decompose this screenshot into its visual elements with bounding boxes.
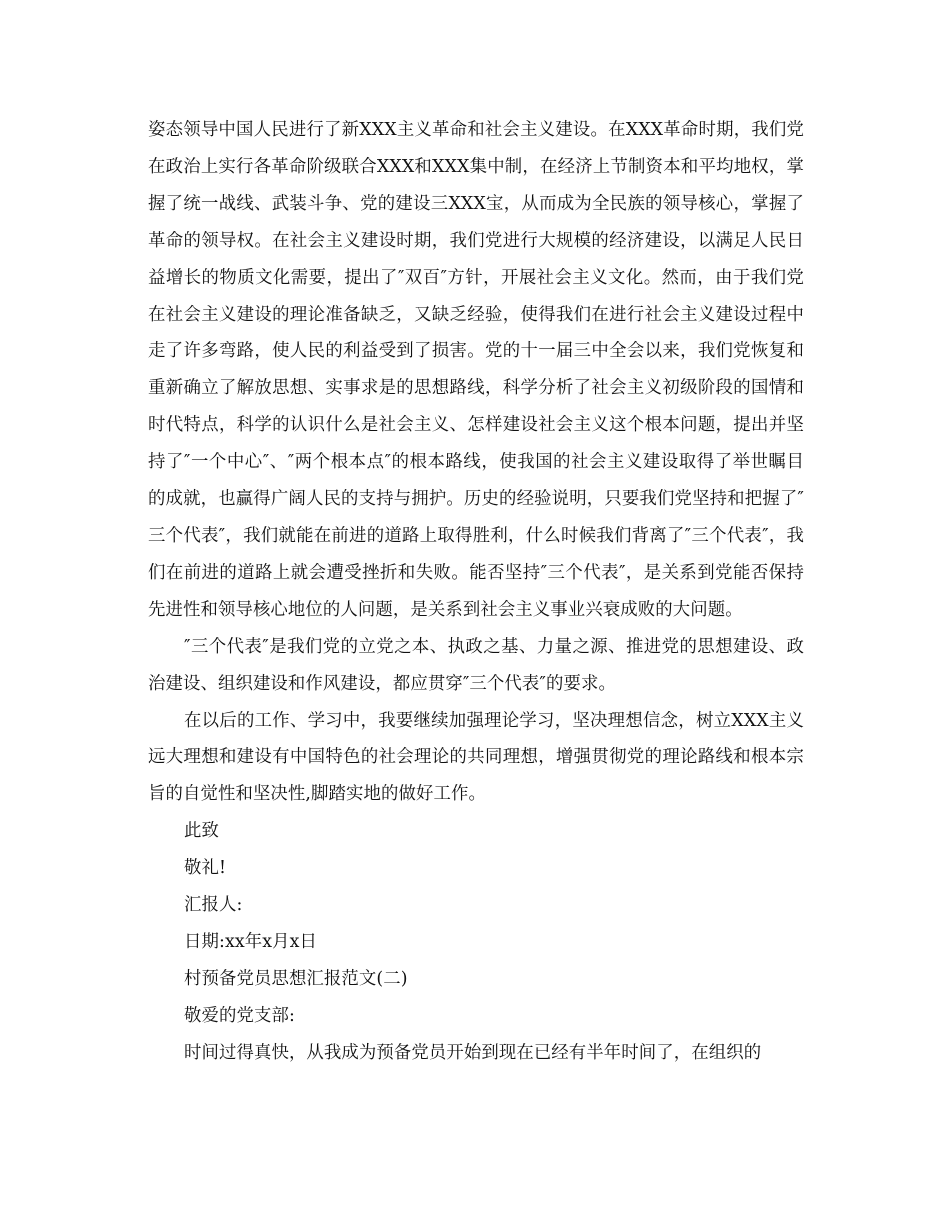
paragraph-future-work: 在以后的工作、学习中，我要继续加强理论学习，坚决理想信念，树立XXX主义远大理想和建设有中国特色的社会理论的共同理想，增强贯彻党的理论路线和根本宗旨的自觉性和坚决性,脚踏实地的做好工作。 <box>148 710 804 805</box>
salute-line: 敬礼! <box>184 858 227 879</box>
paragraph-three-represents: ″三个代表″是我们党的立党之本、执政之基、力量之源、推进党的思想建设、政治建设、组织建设和作风建设，都应贯穿″三个代表″的要求。 <box>148 636 804 694</box>
paragraph-history: 姿态领导中国人民进行了新XXX主义革命和社会主义建设。在XXX革命时期，我们党在政治上实行各革命阶级联合XXX和XXX集中制，在经济上节制资本和平均地权，掌握了统一战线、武装斗争、党的建设三XXX宝，从而成为全民族的领导核心，掌握了革命的领导权。在社会主义建设时期，我们党进行大规模的经济建设，以满足人民日益增长的物质文化需要，提出了″双百″方针，开展社会主义文化。然而，由于我们党在社会主义建设的理论准备缺乏，又缺乏经验，使得我们在进行社会主义建设过程中走了许多弯路，使人民的利益受到了损害。党的十一届三中全会以来，我们党恢复和重新确立了解放思想、实事求是的思想路线，科学分析了社会主义初级阶段的国情和时代特点，科学的认识什么是社会主义、怎样建设社会主义这个根本问题，提出并坚持了″一个中心″、″两个根本点″的根本路线，使我国的社会主义建设取得了举世瞩目的成就，也赢得广阔人民的支持与拥护。历史的经验说明，只要我们党坚持和把握了″三个代表″，我们就能在前进的道路上取得胜利，什么时候我们背离了″三个代表″，我们在前进的道路上就会遭受挫折和失败。能否坚持″三个代表″，是关系到党能否保持先进性和领导核心地位的人问题，是关系到社会主义事业兴衰成败的大问题。 <box>148 120 804 620</box>
document-body <box>148 112 804 1072</box>
reporter-line: 汇报人: <box>184 895 243 916</box>
opening-line: 时间过得真快，从我成为预备党员开始到现在已经有半年时间了，在组织的 <box>184 1042 762 1063</box>
closing-line: 此致 <box>184 821 219 842</box>
section-title: 村预备党员思想汇报范文(二) <box>184 968 408 989</box>
date-line: 日期:xx年x月x日 <box>184 931 318 952</box>
greeting-line: 敬爱的党支部: <box>184 1005 295 1026</box>
